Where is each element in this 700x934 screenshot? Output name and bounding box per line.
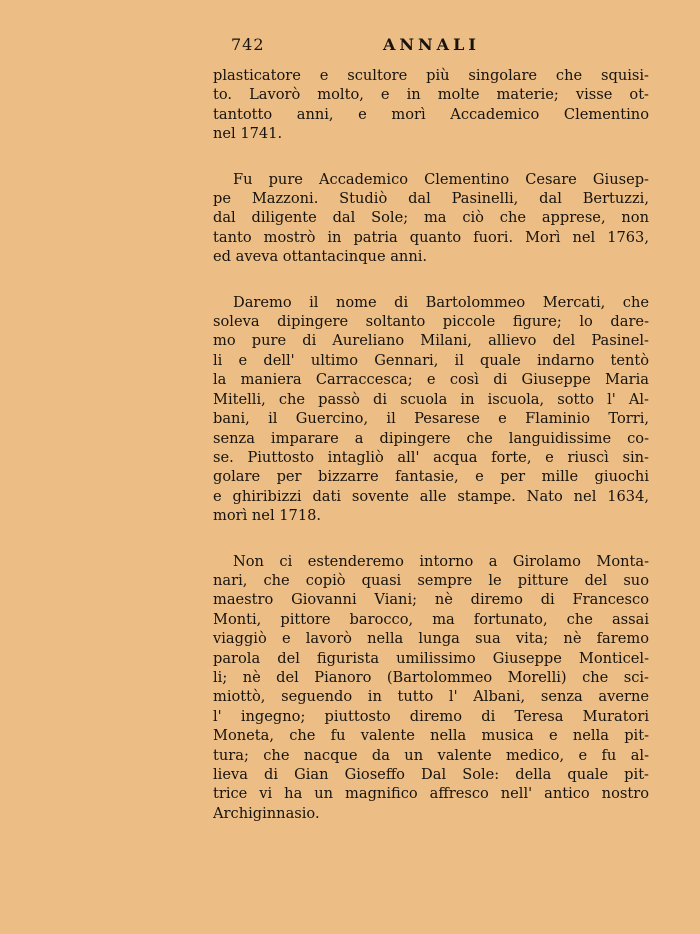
body-text <box>213 66 649 849</box>
text-line: plasticatore e scultore più singolare che squisi- <box>213 67 649 84</box>
text-line: viaggiò e lavorò nella lunga sua vita; nè faremo <box>213 630 649 648</box>
text-line: lieva di Gian Gioseffo Dal Sole: della quale pit- <box>213 766 649 783</box>
text-line: trice vi ha un magnifico affresco nell' antico nostro <box>213 785 649 803</box>
text-line: li e dell' ultimo Gennari, il quale indarno tentò <box>213 351 649 369</box>
text-line: Archiginnasio. <box>213 804 320 822</box>
text-line: senza imparare a dipingere che languidissime co- <box>213 429 649 447</box>
page-number: 742 <box>231 35 265 54</box>
text-line: morì nel 1718. <box>213 507 322 525</box>
text-line: se. Piuttosto intagliò all' acqua forte, e riuscì sin- <box>213 448 649 466</box>
text-line: e ghiribizzi dati sovente alle stampe. Nato nel 1634, <box>213 487 649 505</box>
text-line: pe Mazzoni. Studiò dal Pasinelli, dal Bertuzzi, <box>213 190 649 208</box>
text-line: soleva dipingere soltanto piccole figure; lo dare- <box>213 313 649 331</box>
text-line: mo pure di Aureliano Milani, allievo del Pasinel- <box>213 332 649 350</box>
text-line: miottò, seguendo in tutto l' Albani, senza averne <box>213 688 649 706</box>
text-line: nari, che copiò quasi sempre le pitture del suo <box>213 571 649 589</box>
text-line: tura; che nacque da un valente medico, e fu al- <box>213 746 649 764</box>
text-line: l' ingegno; piuttosto diremo di Teresa Muratori <box>213 707 649 725</box>
text-line: la maniera Carraccesca; e così di Giuseppe Maria <box>213 371 649 389</box>
paragraph <box>213 170 649 267</box>
text-line: to. Lavorò molto, e in molte materie; visse ot- <box>213 86 649 104</box>
running-title: ANNALI <box>383 35 480 54</box>
text-line: Daremo il nome di Bartolommeo Mercati, che <box>233 293 649 311</box>
text-line: parola del figurista umilissimo Giuseppe Monticel- <box>213 649 649 667</box>
paragraph <box>213 293 649 526</box>
text-line: tantotto anni, e morì Accademico Clementino <box>213 105 649 123</box>
text-line: tanto mostrò in patria quanto fuori. Morì nel 1763, <box>213 228 649 246</box>
paragraph <box>213 552 649 824</box>
text-line: nel 1741. <box>213 125 283 143</box>
text-line: golare per bizzarre fantasie, e per mille giuochi <box>213 468 649 486</box>
paragraph <box>213 66 649 144</box>
text-line: li; nè del Pianoro (Bartolommeo Morelli) che sci- <box>213 668 649 686</box>
text-line: dal diligente dal Sole; ma ciò che apprese, non <box>213 209 649 227</box>
text-line: bani, il Guercino, il Pesarese e Flaminio Torri, <box>213 410 649 428</box>
text-line: ed aveva ottantacinque anni. <box>213 248 428 266</box>
text-line: Non ci estenderemo intorno a Girolamo Monta- <box>233 552 649 570</box>
text-line: Monti, pittore barocco, ma fortunato, che assai <box>213 610 649 628</box>
text-line: Mitelli, che passò di scuola in iscuola, sotto l' Al- <box>213 390 649 408</box>
running-header <box>213 35 653 59</box>
text-line: Moneta, che fu valente nella musica e nella pit- <box>213 727 649 745</box>
text-line: Fu pure Accademico Clementino Cesare Giusep- <box>233 170 649 188</box>
text-line: maestro Giovanni Viani; nè diremo di Francesco <box>213 591 649 609</box>
